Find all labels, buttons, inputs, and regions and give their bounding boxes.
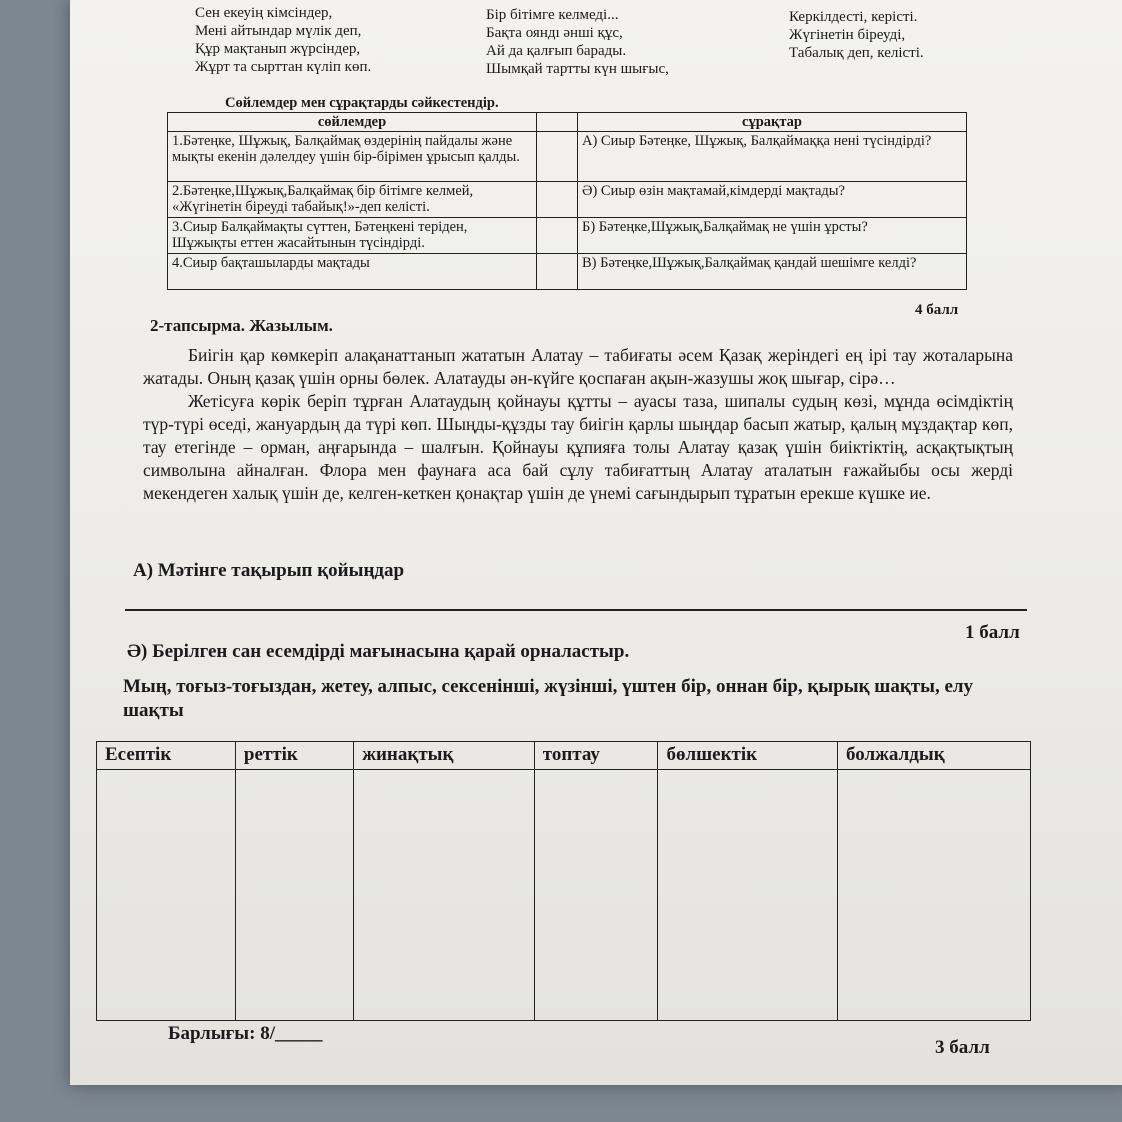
question-cell: А) Сиыр Бәтеңке, Шұжық, Балқаймаққа нені түсіндірді? <box>578 132 967 182</box>
poem-line: Бір бітімге келмеді... <box>486 7 619 23</box>
answer-cell[interactable] <box>838 770 1031 1021</box>
table-row <box>168 132 967 182</box>
sentence-cell: 1.Бәтеңке, Шұжық, Балқаймақ өздерінің пайдалы және мықты екенін дәлелдеу үшін бір-бірімен ұрысып қалды. <box>168 132 537 182</box>
answer-cell[interactable] <box>658 770 838 1021</box>
poem-line: Бақта ояндı әнші құс, <box>486 25 623 41</box>
task-b-label: Ә) Берілген сан есемдірді мағынасына қарай орналастыр. <box>127 641 630 662</box>
header-cell: Есептік <box>97 742 236 770</box>
table-row <box>168 182 967 218</box>
answer-line[interactable] <box>125 609 1027 611</box>
answer-cell[interactable] <box>534 770 658 1021</box>
question-cell: В) Бәтеңке,Шұжық,Балқаймақ қандай шешімге келді? <box>578 254 967 290</box>
answer-cell[interactable] <box>537 218 578 254</box>
poem-line: Табалық деп, келісті. <box>789 45 924 61</box>
poem-line: Сен екеуің кімсіндер, <box>195 5 333 21</box>
sentence-cell: 4.Сиыр бақташыларды мақтады <box>168 254 537 290</box>
poem-col-3 <box>789 8 924 62</box>
poem-line: Жұрт та сырттан күліп көп. <box>195 59 372 75</box>
answer-cell[interactable] <box>537 132 578 182</box>
total-score: Барлығы: 8/_____ <box>168 1023 323 1044</box>
matching-table <box>167 112 967 290</box>
task-a-label: А) Мәтінге тақырып қойыңдар <box>133 560 405 581</box>
question-cell: Ә) Сиыр өзін мақтамай,кімдерді мақтады? <box>578 182 967 218</box>
poem-line: Құр мақтанып жүрсіндер, <box>195 41 361 57</box>
task1-title: Сөйлемдер мен сұрақтарды сәйкестендір. <box>225 95 499 111</box>
paragraph-1: Биігін қар көмкеріп алақанаттанып жататын Алатау – табиғаты әсем Қазақ жеріндегі ең ірі тау жоталарына жатады. Оның қазақ үшін орны бөлек. Алатауды ән-күйге қоспаған ақын-жазушы жоқ шығар, сірә… <box>143 345 1013 388</box>
table-row <box>168 254 967 290</box>
header-cell: болжалдық <box>838 742 1031 770</box>
classification-answer-row <box>97 770 1031 1021</box>
task-b-score: 3 балл <box>935 1037 990 1058</box>
poem-line: Ай да қалғып барады. <box>486 43 627 59</box>
poem-line: Жүгінетін біреуді, <box>789 27 906 43</box>
number-words: Мың, тоғыз-тоғыздан, жетеу, алпыс, сексенінші, жүзінші, үштен бір, оннан бір, қырық шақты, елу шақты <box>123 676 974 721</box>
answer-cell[interactable] <box>537 182 578 218</box>
sentence-cell: 2.Бәтеңке,Шұжық,Балқаймақ бір бітімге келмей, «Жүгінетін біреуді табайық!»-деп келісті. <box>168 182 537 218</box>
col-header-questions: сұрақтар <box>578 113 967 132</box>
answer-cell[interactable] <box>235 770 353 1021</box>
poem-col-2 <box>486 6 669 78</box>
task1-score: 4 балл <box>915 302 959 318</box>
header-cell: топтау <box>534 742 658 770</box>
task2-title: 2-тапсырма. Жазылым. <box>150 316 333 335</box>
poem-line: Шымқай тартты күн шығыс, <box>486 61 669 77</box>
classification-table <box>96 741 1031 1021</box>
answer-cell[interactable] <box>354 770 535 1021</box>
header-cell: бөлшектік <box>658 742 838 770</box>
poem-line: Керкілдесті, керісті. <box>789 9 918 25</box>
task-a-score: 1 балл <box>965 622 1020 643</box>
question-cell: Б) Бәтеңке,Шұжық,Балқаймақ не үшін ұрсты? <box>578 218 967 254</box>
poem-col-1 <box>195 4 371 76</box>
sentence-cell: 3.Сиыр Балқаймақты сүттен, Бәтеңкені теріден, Шұжықты еттен жасайтынын түсіндірді. <box>168 218 537 254</box>
answer-cell[interactable] <box>537 254 578 290</box>
answer-cell[interactable] <box>537 113 578 132</box>
table-row <box>168 218 967 254</box>
answer-cell[interactable] <box>97 770 236 1021</box>
reading-text <box>143 344 1013 505</box>
paragraph-2: Жетісуға көрік беріп тұрған Алатаудың қойнауы құтты – ауасы таза, шипалы судың көзі, мұнда өсімдіктің түр-түрі өседі, жануардың да түрі көп. Шыңды-құзды тау биігін қарлы шыңдар басып жатыр, қалың мұздақтар көп, тау етегінде – орман, аңғарында – шалғын. Қойнауы құпияға толы Алатау қазақ үшін биіктіктің, асқақтықтың символына айналған. Флора мен фаунаға аса бай сұлу табиғаттың Алатау аталатын ғажайыбы осы жерді мекендеген халық үшін де, келген-кеткен қонақтар үшін де үнемі сағындырып тұратын ерекше күшке ие. <box>143 391 1013 503</box>
header-cell: реттік <box>235 742 353 770</box>
classification-header-row <box>97 742 1031 770</box>
col-header-sentences: сөйлемдер <box>168 113 537 132</box>
header-cell: жинақтық <box>354 742 535 770</box>
poem-line: Мені айтындар мүлік деп, <box>195 23 362 39</box>
matching-header-row <box>168 113 967 132</box>
